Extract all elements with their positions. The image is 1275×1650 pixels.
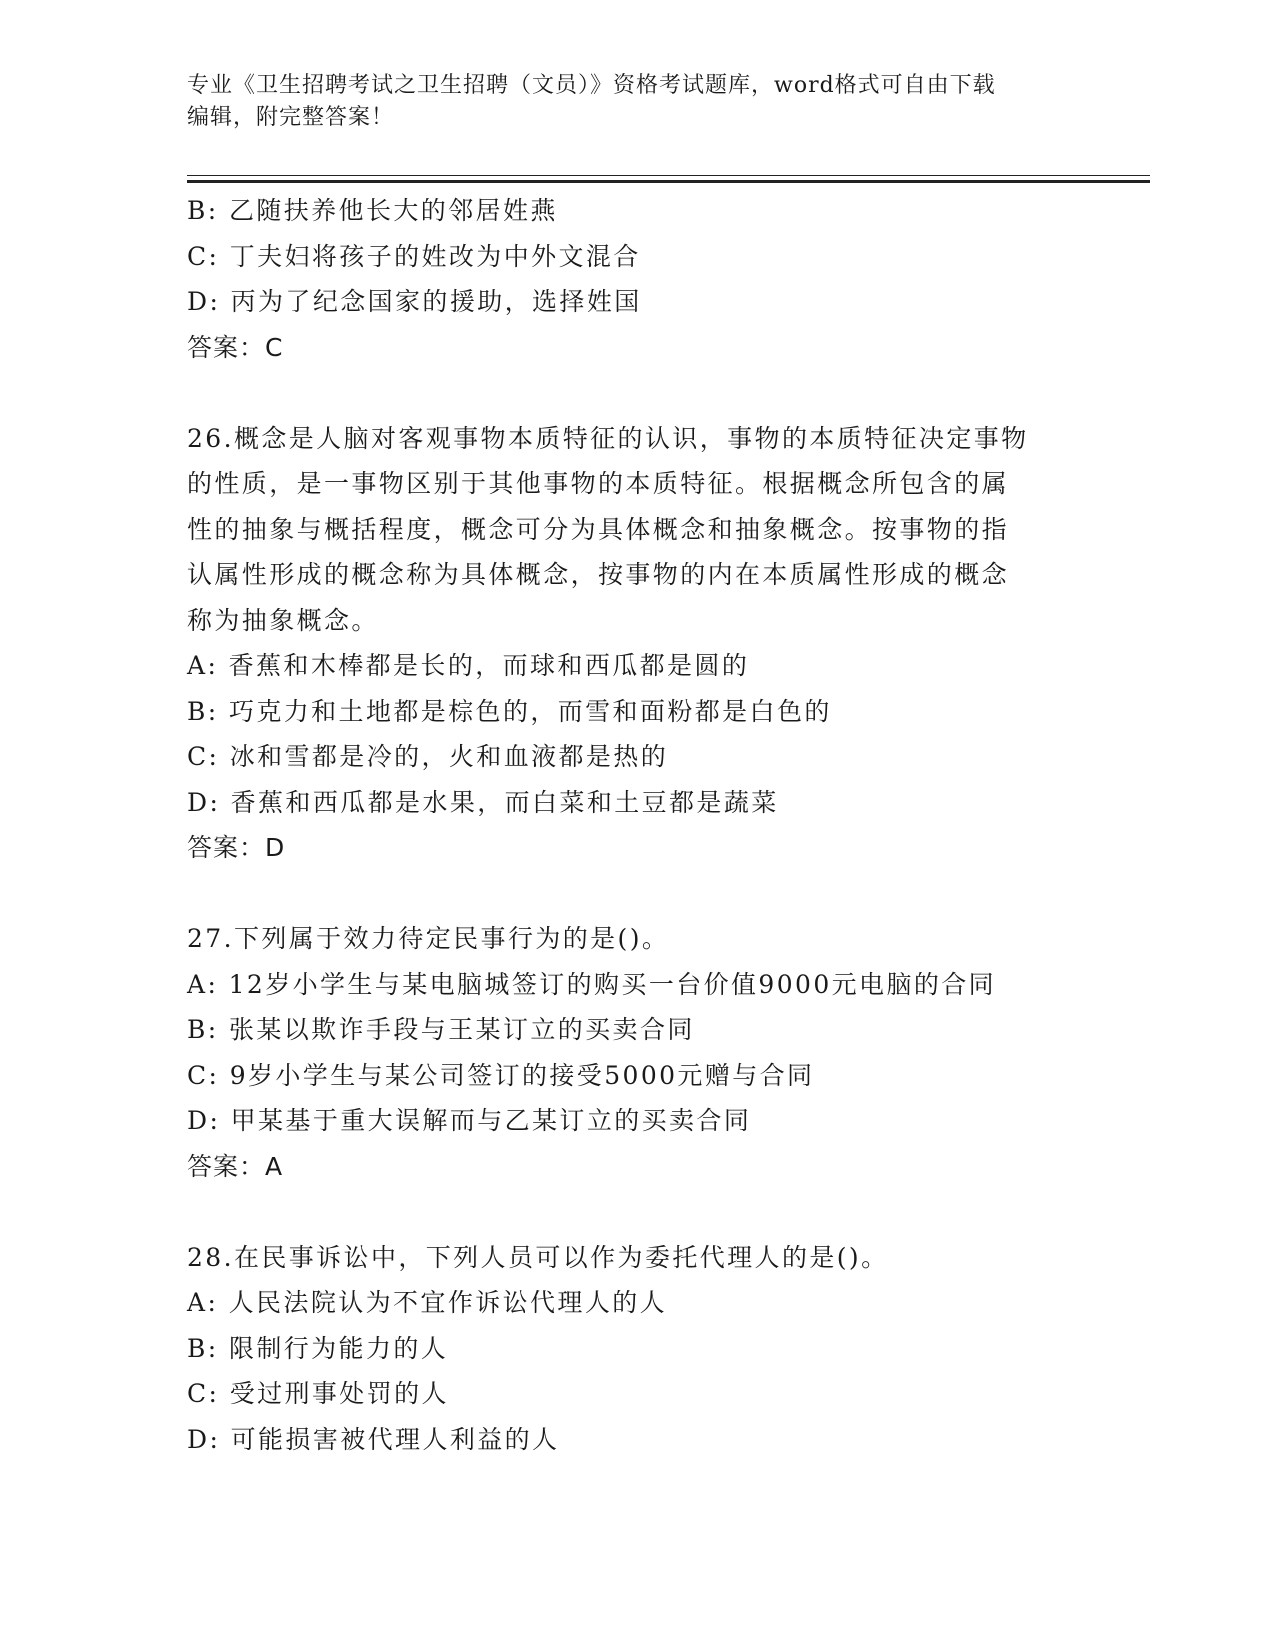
q26-option-d: D: 香蕉和西瓜都是水果，而白菜和土豆都是蔬菜 <box>187 787 779 817</box>
q27-option-b: B: 张某以欺诈手段与王某订立的买卖合同 <box>187 1015 695 1044</box>
header-line-2: 编辑，附完整答案！ <box>187 105 395 130</box>
q28-option-a: A: 人民法院认为不宜作诉讼代理人的人 <box>187 1288 668 1317</box>
q25-answer: 答案：C <box>187 332 284 362</box>
question-26 <box>187 416 1087 871</box>
q26-stem-line: 称为抽象概念。 <box>187 605 379 635</box>
q26-option-a: A: 香蕉和木棒都是长的，而球和西瓜都是圆的 <box>187 651 750 680</box>
q25-option-c: C: 丁夫妇将孩子的姓改为中外文混合 <box>187 241 641 271</box>
q26-stem-line: 26.概念是人脑对客观事物本质特征的认识，事物的本质特征决定事物 <box>187 423 1029 453</box>
q26-option-b: B: 巧克力和土地都是棕色的，而雪和面粉都是白色的 <box>187 696 832 726</box>
q26-stem-line: 的性质，是一事物区别于其他事物的本质特征。根据概念所包含的属 <box>187 469 1010 498</box>
spacer <box>187 871 1087 917</box>
q28-stem: 28.在民事诉讼中，下列人员可以作为委托代理人的是()。 <box>187 1242 889 1272</box>
q27-answer: 答案：A <box>187 1151 284 1181</box>
q26-answer: 答案：D <box>187 833 286 862</box>
q28-option-b: B: 限制行为能力的人 <box>187 1333 449 1363</box>
q25-option-b: B: 乙随扶养他长大的邻居姓燕 <box>187 196 558 225</box>
header-line-1: 专业《卫生招聘考试之卫生招聘（文员）》资格考试题库，word格式可自由下载 <box>187 73 996 98</box>
question-28 <box>187 1235 1087 1463</box>
q27-option-a: A: 12岁小学生与某电脑城签订的购买一台价值9000元电脑的合同 <box>187 969 997 999</box>
spacer <box>187 370 1087 416</box>
q28-option-d: D: 可能损害被代理人利益的人 <box>187 1424 560 1454</box>
question-25-tail <box>187 188 1087 370</box>
spacer <box>187 1189 1087 1235</box>
q26-option-c: C: 冰和雪都是冷的，火和血液都是热的 <box>187 742 669 771</box>
q27-option-c: C: 9岁小学生与某公司签订的接受5000元赠与合同 <box>187 1060 815 1090</box>
q28-option-c: C: 受过刑事处罚的人 <box>187 1379 449 1408</box>
q27-option-d: D: 甲某基于重大误解而与乙某订立的买卖合同 <box>187 1106 752 1135</box>
header-rule-thick <box>187 180 1150 183</box>
header-rule-thin <box>187 175 1150 176</box>
document-header <box>187 70 1087 134</box>
question-27 <box>187 916 1087 1189</box>
document-body <box>187 188 1087 1462</box>
q27-stem: 27.下列属于效力待定民事行为的是()。 <box>187 924 670 953</box>
q25-option-d: D: 丙为了纪念国家的援助，选择姓国 <box>187 287 642 316</box>
q26-stem-line: 性的抽象与概括程度，概念可分为具体概念和抽象概念。按事物的指 <box>187 514 1010 544</box>
q26-stem-line: 认属性形成的概念称为具体概念，按事物的内在本质属性形成的概念 <box>187 560 1010 589</box>
